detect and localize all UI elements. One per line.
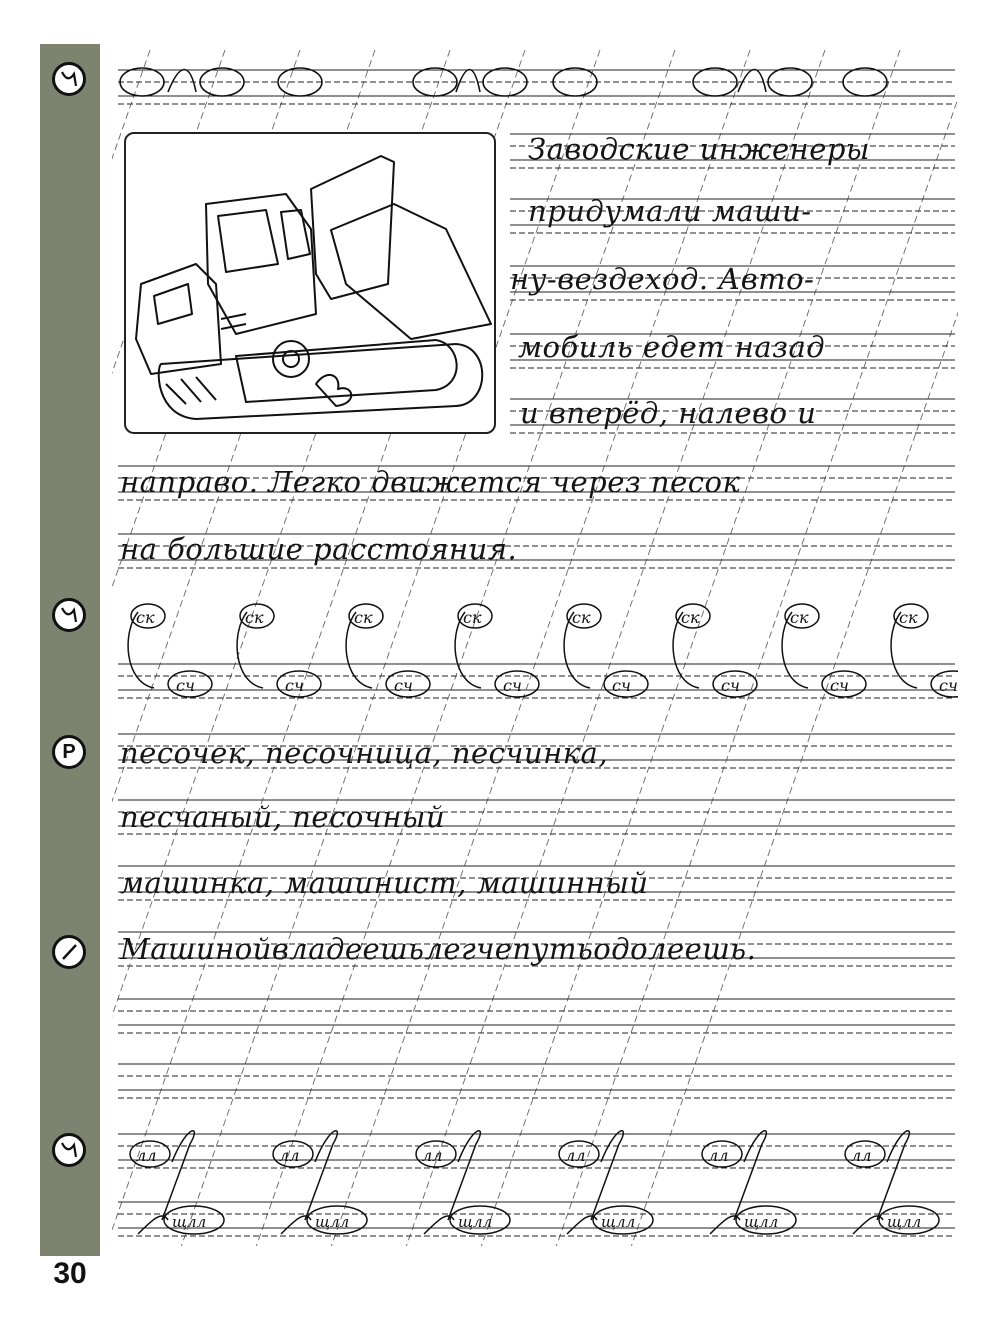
practice-line-1: песочек, песочница, песчинка, xyxy=(120,736,609,770)
sch-label: сч xyxy=(721,676,740,695)
sk-label: ск xyxy=(790,608,809,627)
ll-label: лл xyxy=(279,1146,300,1165)
sk-label: ск xyxy=(354,608,373,627)
ll-practice-row xyxy=(112,1124,958,1244)
ll-label: лл xyxy=(851,1146,872,1165)
sch-label: сч xyxy=(830,676,849,695)
shll-label: щлл xyxy=(744,1213,779,1231)
shll-label: щлл xyxy=(458,1213,493,1231)
dump-truck-icon xyxy=(126,134,494,432)
text-line-4: мобиль едет назад xyxy=(518,330,826,364)
text-line-1: Заводские инженеры xyxy=(528,132,871,166)
sch-label: сч xyxy=(939,676,958,695)
shll-label: щлл xyxy=(172,1213,207,1231)
sk-label: ск xyxy=(136,608,155,627)
letter-p-label: Р xyxy=(62,740,76,763)
sch-label: сч xyxy=(612,676,631,695)
page-number: 30 xyxy=(53,1257,87,1290)
sk-sch-practice-row xyxy=(112,592,958,702)
practice-line-4: Машинойвладеешьлегчепутьодолеешь. xyxy=(120,932,757,966)
slash-icon xyxy=(52,935,86,969)
sk-label: ск xyxy=(899,608,918,627)
practice-line-3: машинка, машинист, машинный xyxy=(120,866,649,900)
sch-label: сч xyxy=(394,676,413,695)
dump-truck-picture xyxy=(124,132,496,434)
sk-label: ск xyxy=(245,608,264,627)
shll-label: щлл xyxy=(601,1213,636,1231)
ll-label: лл xyxy=(708,1146,729,1165)
text-line-3: ну-вездеход. Авто- xyxy=(510,262,815,296)
sch-label: сч xyxy=(503,676,522,695)
pencil-icon xyxy=(52,598,86,632)
pencil-icon xyxy=(52,62,86,96)
sk-label: ск xyxy=(572,608,591,627)
text-line-7: на большие расстояния. xyxy=(120,532,518,566)
sk-label: ск xyxy=(681,608,700,627)
letter-p-icon xyxy=(52,735,86,769)
shll-label: щлл xyxy=(887,1213,922,1231)
ll-label: лл xyxy=(422,1146,443,1165)
practice-line-2: песчаный, песочный xyxy=(120,800,446,834)
ll-label: лл xyxy=(565,1146,586,1165)
sk-label: ск xyxy=(463,608,482,627)
ll-label: лл xyxy=(136,1146,157,1165)
sch-label: сч xyxy=(176,676,195,695)
shll-label: щлл xyxy=(315,1213,350,1231)
text-line-6: направо. Легко движется через песок xyxy=(120,465,741,499)
sch-label: сч xyxy=(285,676,304,695)
text-line-5: и вперёд, налево и xyxy=(520,396,817,430)
pencil-icon xyxy=(52,1133,86,1167)
letter-ovals-row-1 xyxy=(110,52,900,112)
text-line-2: придумали маши- xyxy=(528,194,812,228)
